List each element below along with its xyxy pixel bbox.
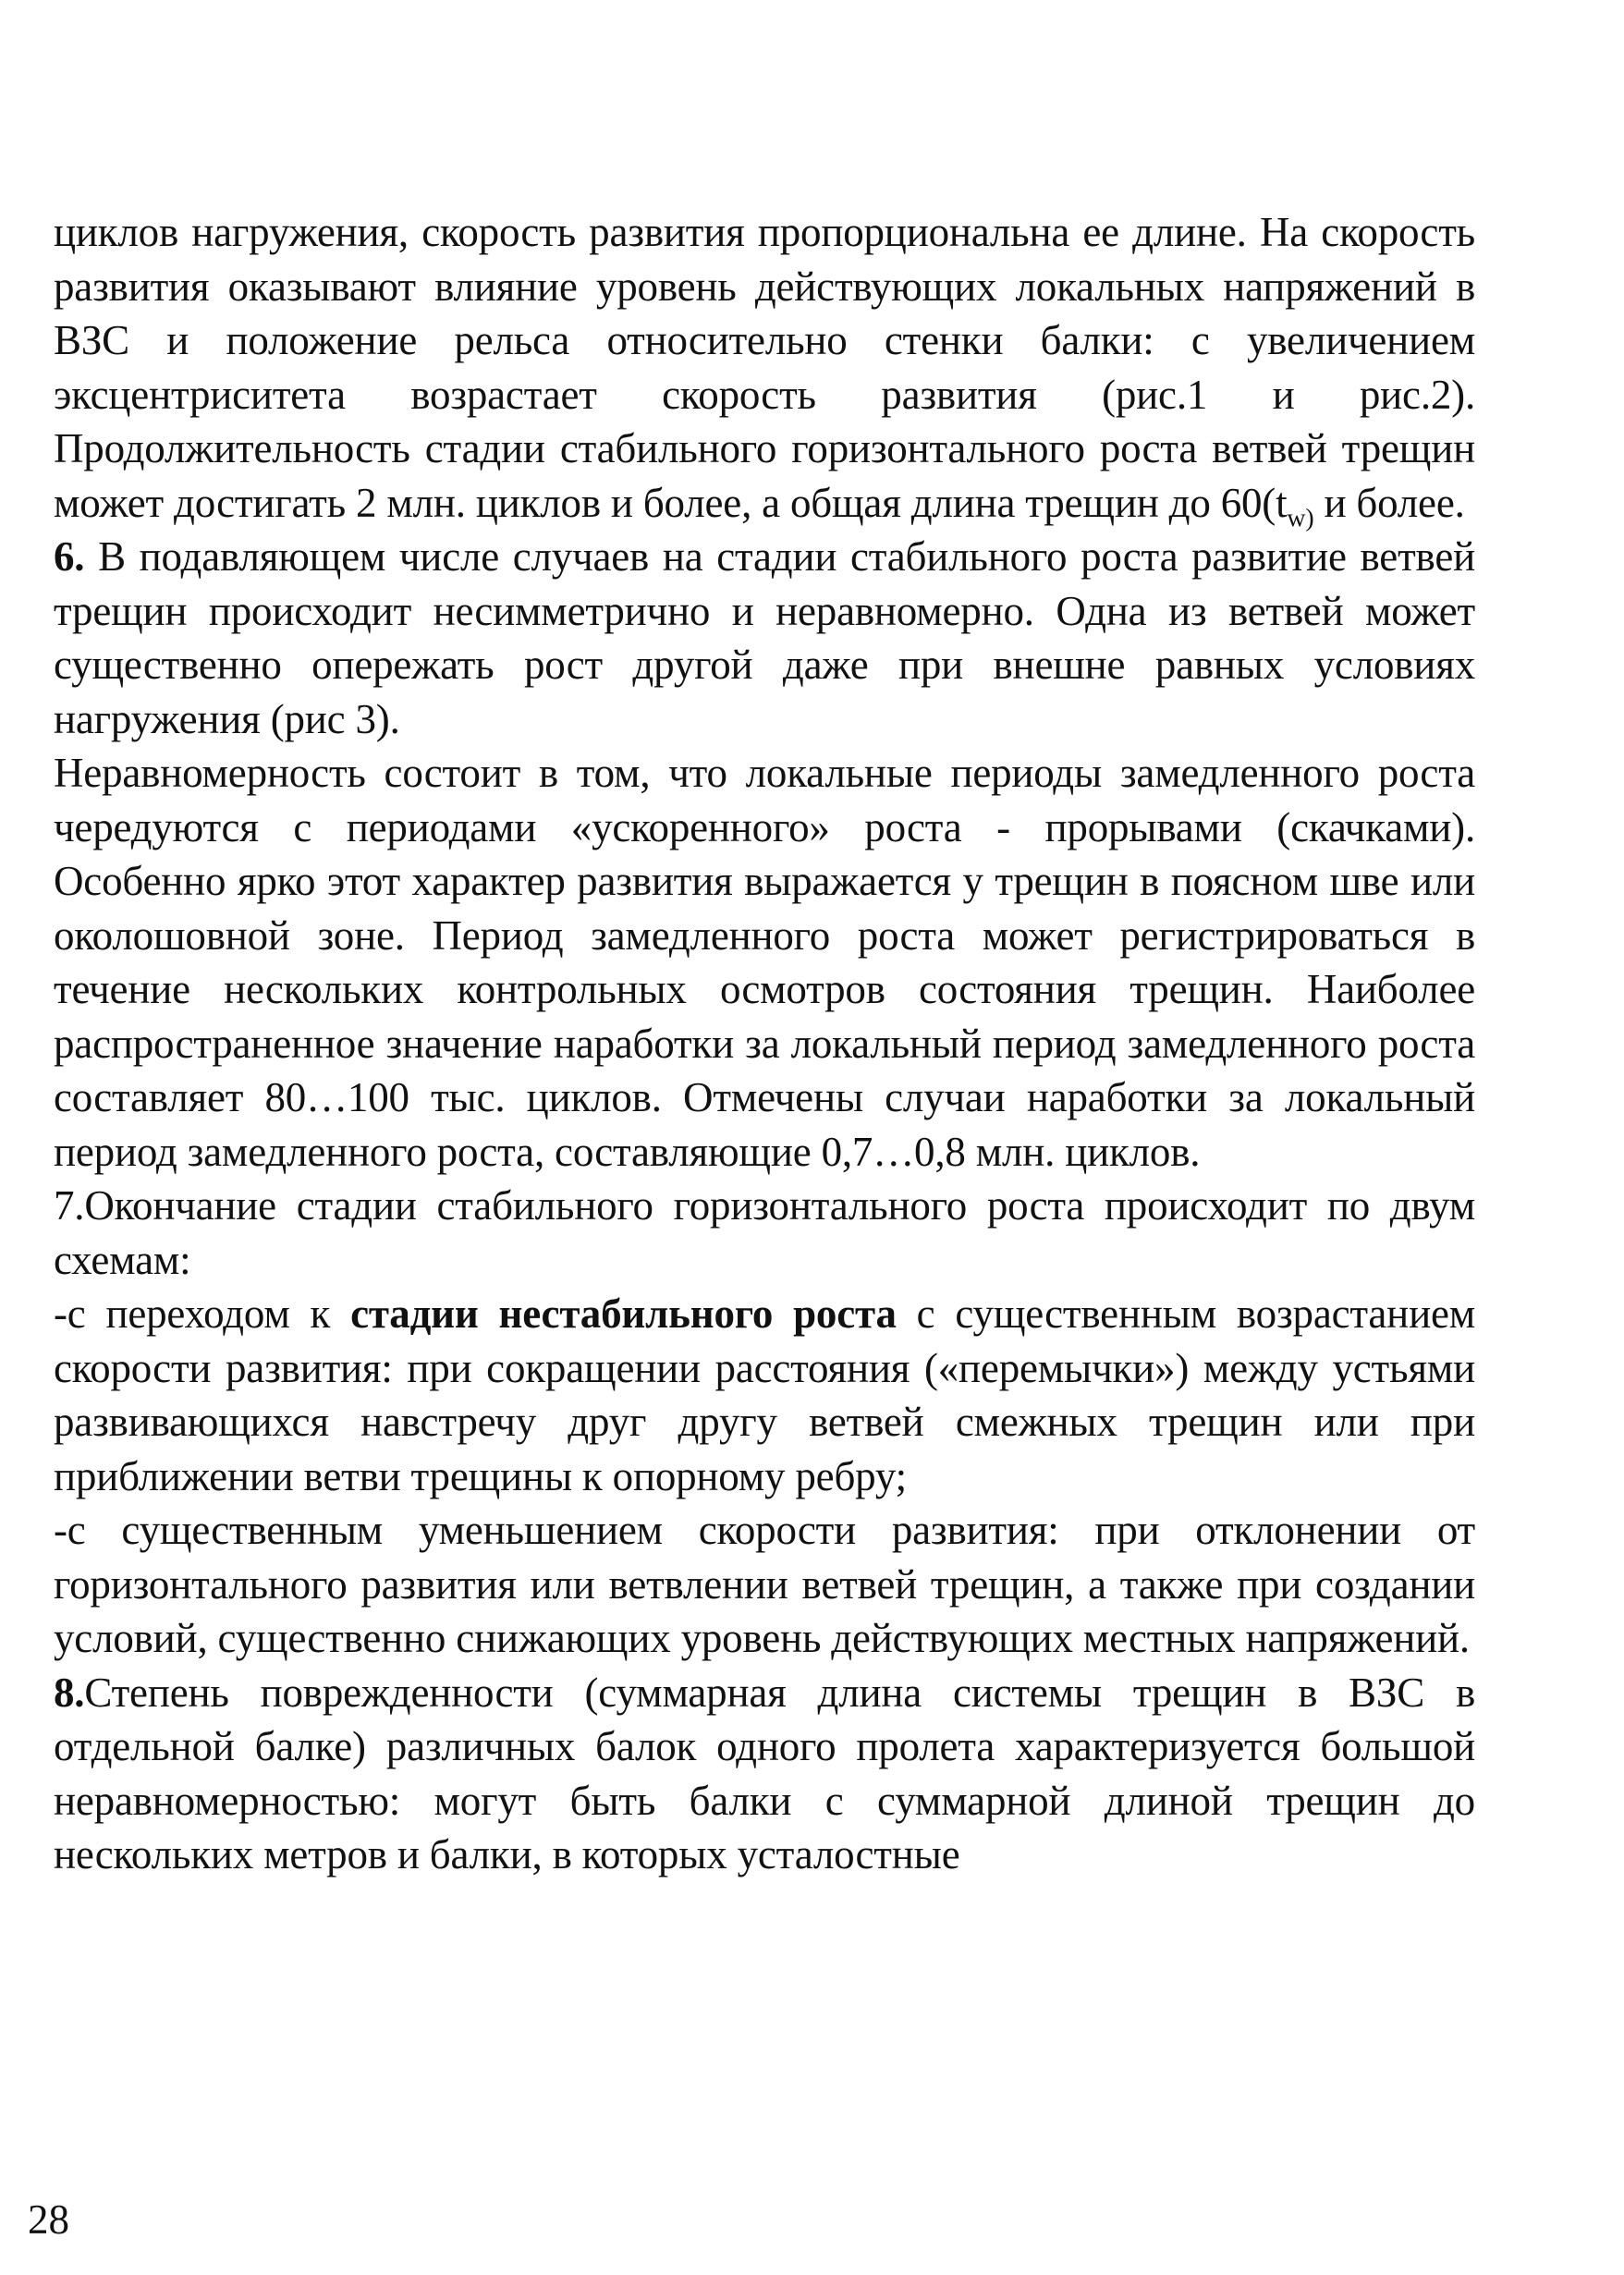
paragraph [54, 746, 1475, 1179]
bold-text: стадии нестабильного роста [350, 1290, 897, 1337]
text-run: Степень поврежденности (суммарная длина системы трещин в ВЗС в отдельной балке) различных балок одного пролета характеризуется большой неравномерностью: могут быть балки с суммарной длиной трещин до нескольких метров и балки, в которых усталостные [54, 1669, 1475, 1877]
paragraph [54, 205, 1475, 530]
paragraph [54, 1287, 1475, 1503]
text-run: -с переходом к [54, 1290, 351, 1337]
paragraph [54, 1666, 1475, 1882]
text-run: с существенным возрастанием скорости развития: при сокращении расстояния («перемычки») между устьями развивающихся навстречу друг другу ветвей смежных трещин или при приближении ветви трещины к опорному ребру; [54, 1290, 1475, 1499]
text-run: Неравномерность состоит в том, что локальные периоды замедленного роста чередуются с периодами «ускоренного» роста - прорывами (скачками). Особенно ярко этот характер развития выражается у трещин в поясном шве или околошовной зоне. Период замедленного роста может регистрироваться в течение нескольких контрольных осмотров состояния трещин. Наиболее распространенное значение наработки за локальный период замедленного роста составляет 80…100 тыс. циклов. Отмечены случаи наработки за локальный период замедленного роста, составляющие 0,7…0,8 млн. циклов. [54, 750, 1475, 1175]
text-run: циклов нагружения, скорость развития пропорциональна ее длине. На скорость развития оказывают влияние уровень действующих локальных напряжений в ВЗС и положение рельса относительно стенки балки: с увеличением эксцентриситета возрастает скорость развития (рис.1 и рис.2). Продолжительность стадии стабильного горизонтального роста ветвей трещин может достигать 2 млн. циклов и более, а общая длина трещин до 60(t [54, 209, 1475, 526]
text-run: В подавляющем числе случаев на стадии стабильного роста развитие ветвей трещин происходит несимметрично и неравномерно. Одна из ветвей может существенно опережать рост другой даже при внешне равных условиях нагружения (рис 3). [54, 533, 1475, 742]
text-run: 7.Окончание стадии стабильного горизонтального роста происходит по двум схемам: [54, 1182, 1475, 1283]
subscript-text: w) [1287, 503, 1314, 532]
text-run: и более. [1313, 479, 1465, 526]
bold-text: 6. [54, 533, 85, 580]
text-run: -с существенным уменьшением скорости развития: при отклонении от горизонтального развития или ветвлении ветвей трещин, а также при создании условий, существенно снижающих уровень действующих местных напряжений. [54, 1507, 1475, 1661]
bold-text: 8. [54, 1669, 85, 1716]
paragraph [54, 1503, 1475, 1666]
page-number: 28 [28, 2196, 69, 2243]
body-text [54, 205, 1475, 1882]
paragraph [54, 530, 1475, 746]
paragraph [54, 1179, 1475, 1287]
